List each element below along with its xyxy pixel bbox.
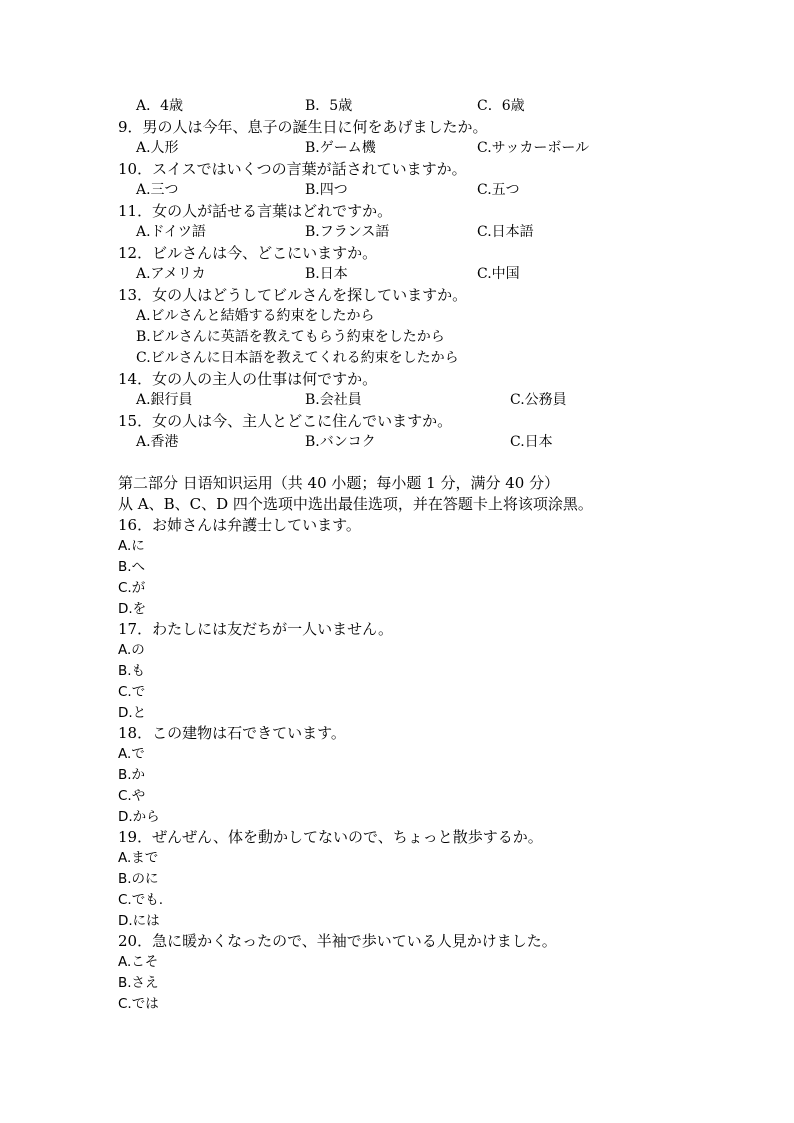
q10-option-a: A.三つ: [136, 182, 179, 198]
q19-option-d: D.には: [118, 913, 160, 929]
q20-option-b: B.さえ: [118, 975, 159, 991]
q15-options: [136, 432, 656, 453]
q14-options: [136, 390, 656, 411]
q18-option-b: B.か: [118, 767, 146, 783]
q17-option-c: C.で: [118, 684, 146, 700]
q19-stem: 19．ぜんぜん、体を動かしてないので、ちょっと散歩するか。: [118, 828, 543, 846]
q19-option-c: C.でも.: [118, 892, 164, 908]
q9-options: [136, 138, 656, 159]
q18-stem: 18．この建物は石できています。: [118, 724, 346, 742]
q16-option-b: B.へ: [118, 559, 146, 575]
q12-option-a: A.アメリカ: [136, 266, 206, 282]
q16-option-d: D.を: [118, 601, 147, 617]
q18-option-d: D.から: [118, 809, 160, 825]
q12-options: [136, 264, 656, 285]
q14-option-c: C.公務員: [510, 392, 567, 408]
q14-stem: 14．女の人の主人の仕事は何ですか。: [118, 370, 378, 388]
q13-option-b: B.ビルさんに英語を教えてもらう約束をしたから: [136, 329, 445, 345]
q9-option-a: A.人形: [136, 140, 179, 156]
q9-option-b: B.ゲーム機: [305, 140, 376, 156]
q12-option-c: C.中国: [477, 266, 520, 282]
q17-stem: 17．わたしには友だちが一人いません。: [118, 620, 393, 638]
q11-option-c: C.日本語: [477, 224, 534, 240]
q8-option-b: B．5歳: [305, 98, 353, 114]
q9-stem: 9．男の人は今年、息子の誕生日に何をあげましたか。: [118, 118, 488, 136]
q20-option-a: A.こそ: [118, 954, 159, 970]
q13-stem: 13．女の人はどうしてビルさんを探していますか。: [118, 286, 468, 304]
q10-option-b: B.四つ: [305, 182, 348, 198]
q10-options: [136, 180, 656, 201]
q19-option-b: B.のに: [118, 871, 159, 887]
q10-option-c: C.五つ: [477, 182, 520, 198]
q13-option-c: C.ビルさんに日本語を教えてくれる約束をしたから: [136, 350, 459, 366]
q18-option-a: A.で: [118, 746, 145, 762]
q8-options: [136, 96, 656, 117]
q17-option-a: A.の: [118, 642, 145, 658]
q12-option-b: B.日本: [305, 266, 348, 282]
part2-instruction: 从 A、B、C、D 四个选项中选出最佳选项，并在答题卡上将该项涂黑。: [118, 495, 593, 513]
q16-stem: 16．お姉さんは弁護士しています。: [118, 516, 361, 534]
q11-option-b: B.フランス語: [305, 224, 390, 240]
q11-option-a: A.ドイツ語: [136, 224, 206, 240]
q15-option-a: A.香港: [136, 434, 179, 450]
q14-option-b: B.会社員: [305, 392, 362, 408]
q15-option-c: C.日本: [510, 434, 553, 450]
q18-option-c: C.や: [118, 788, 146, 804]
q12-stem: 12．ビルさんは今、どこにいますか。: [118, 244, 378, 262]
q11-options: [136, 222, 656, 243]
part2-title: 第二部分 日语知识运用（共 40 小题；每小题 1 分，满分 40 分）: [118, 474, 560, 492]
q11-stem: 11．女の人が話せる言葉はどれですか。: [118, 202, 393, 220]
q16-option-a: A.に: [118, 538, 145, 554]
q13-option-a: A.ビルさんと結婚する約束をしたから: [136, 308, 375, 324]
q15-stem: 15．女の人は今、主人とどこに住んでいますか。: [118, 412, 453, 430]
q15-option-b: B.バンコク: [305, 434, 376, 450]
q10-stem: 10．スイスではいくつの言葉が話されていますか。: [118, 160, 467, 178]
q20-stem: 20．急に暖かくなったので、半袖で歩いている人見かけました。: [118, 932, 557, 950]
q17-option-b: B.も: [118, 663, 146, 679]
q20-option-c: C.では: [118, 996, 159, 1012]
q8-option-c: C．6歳: [477, 98, 525, 114]
q14-option-a: A.銀行員: [136, 392, 193, 408]
q17-option-d: D.と: [118, 705, 147, 721]
q8-option-a: A．4歳: [136, 98, 184, 114]
q19-option-a: A.まで: [118, 850, 159, 866]
q16-option-c: C.が: [118, 580, 146, 596]
q9-option-c: C.サッカーボール: [477, 140, 590, 156]
